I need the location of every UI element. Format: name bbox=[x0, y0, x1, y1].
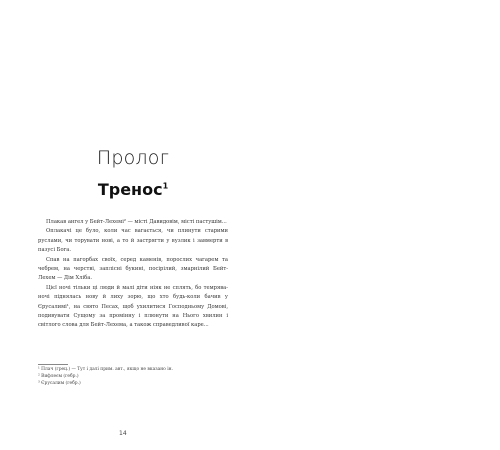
paragraph: Плакав ангел у Бейт-Лехемі² — місті Давидовім, місті пастушім... bbox=[46, 219, 227, 225]
page-number: 14 bbox=[119, 430, 127, 437]
paragraph: Цієї ночі тільки ці люди й малі діти ніяк не сплять, бо темрява-ночі піднялась нову й лиху зорю, що хто будь-коли бачив у Єрусалимі¹, на свято Песах, щоб ухилитися Господньому Домові, подивувати Сущому за промінну і плюнути на Нього хвилин і світлого слова для Бейт-Лехема, а також справедливої каре... bbox=[38, 284, 228, 329]
left-body-text bbox=[38, 218, 228, 331]
right-page bbox=[250, 0, 500, 450]
footnote: ² Вифлеєм (гебр.) bbox=[38, 374, 79, 380]
chapter-subtitle bbox=[38, 180, 228, 199]
chapter-subtitle-text: Тренос bbox=[97, 180, 163, 199]
paragraph: Оплакачі це було, коли час вагається, чи плинути старими руслами, чи торувати нові, а то й застрягти у вузлик і завмерти в пазусі Бога. bbox=[38, 228, 228, 254]
chapter-subtitle-note: 1 bbox=[162, 181, 169, 191]
paragraph: Спав на пагорбах своїх, серед каменів, порослих чагарем та чебрем, на черстві, заплісні букині, посірілий, змарнілий Бейт-Лехем — Дім Хліба. bbox=[38, 256, 228, 282]
chapter-title: Пролог bbox=[96, 147, 170, 169]
footnote: ³ Єрусалим (гебр.) bbox=[38, 381, 81, 387]
footnote-divider bbox=[38, 364, 68, 365]
left-footnotes bbox=[38, 366, 228, 388]
footnote: ¹ Плач (грец.) — Тут і далі прим. авт., якщо не вказано ін. bbox=[38, 367, 173, 372]
